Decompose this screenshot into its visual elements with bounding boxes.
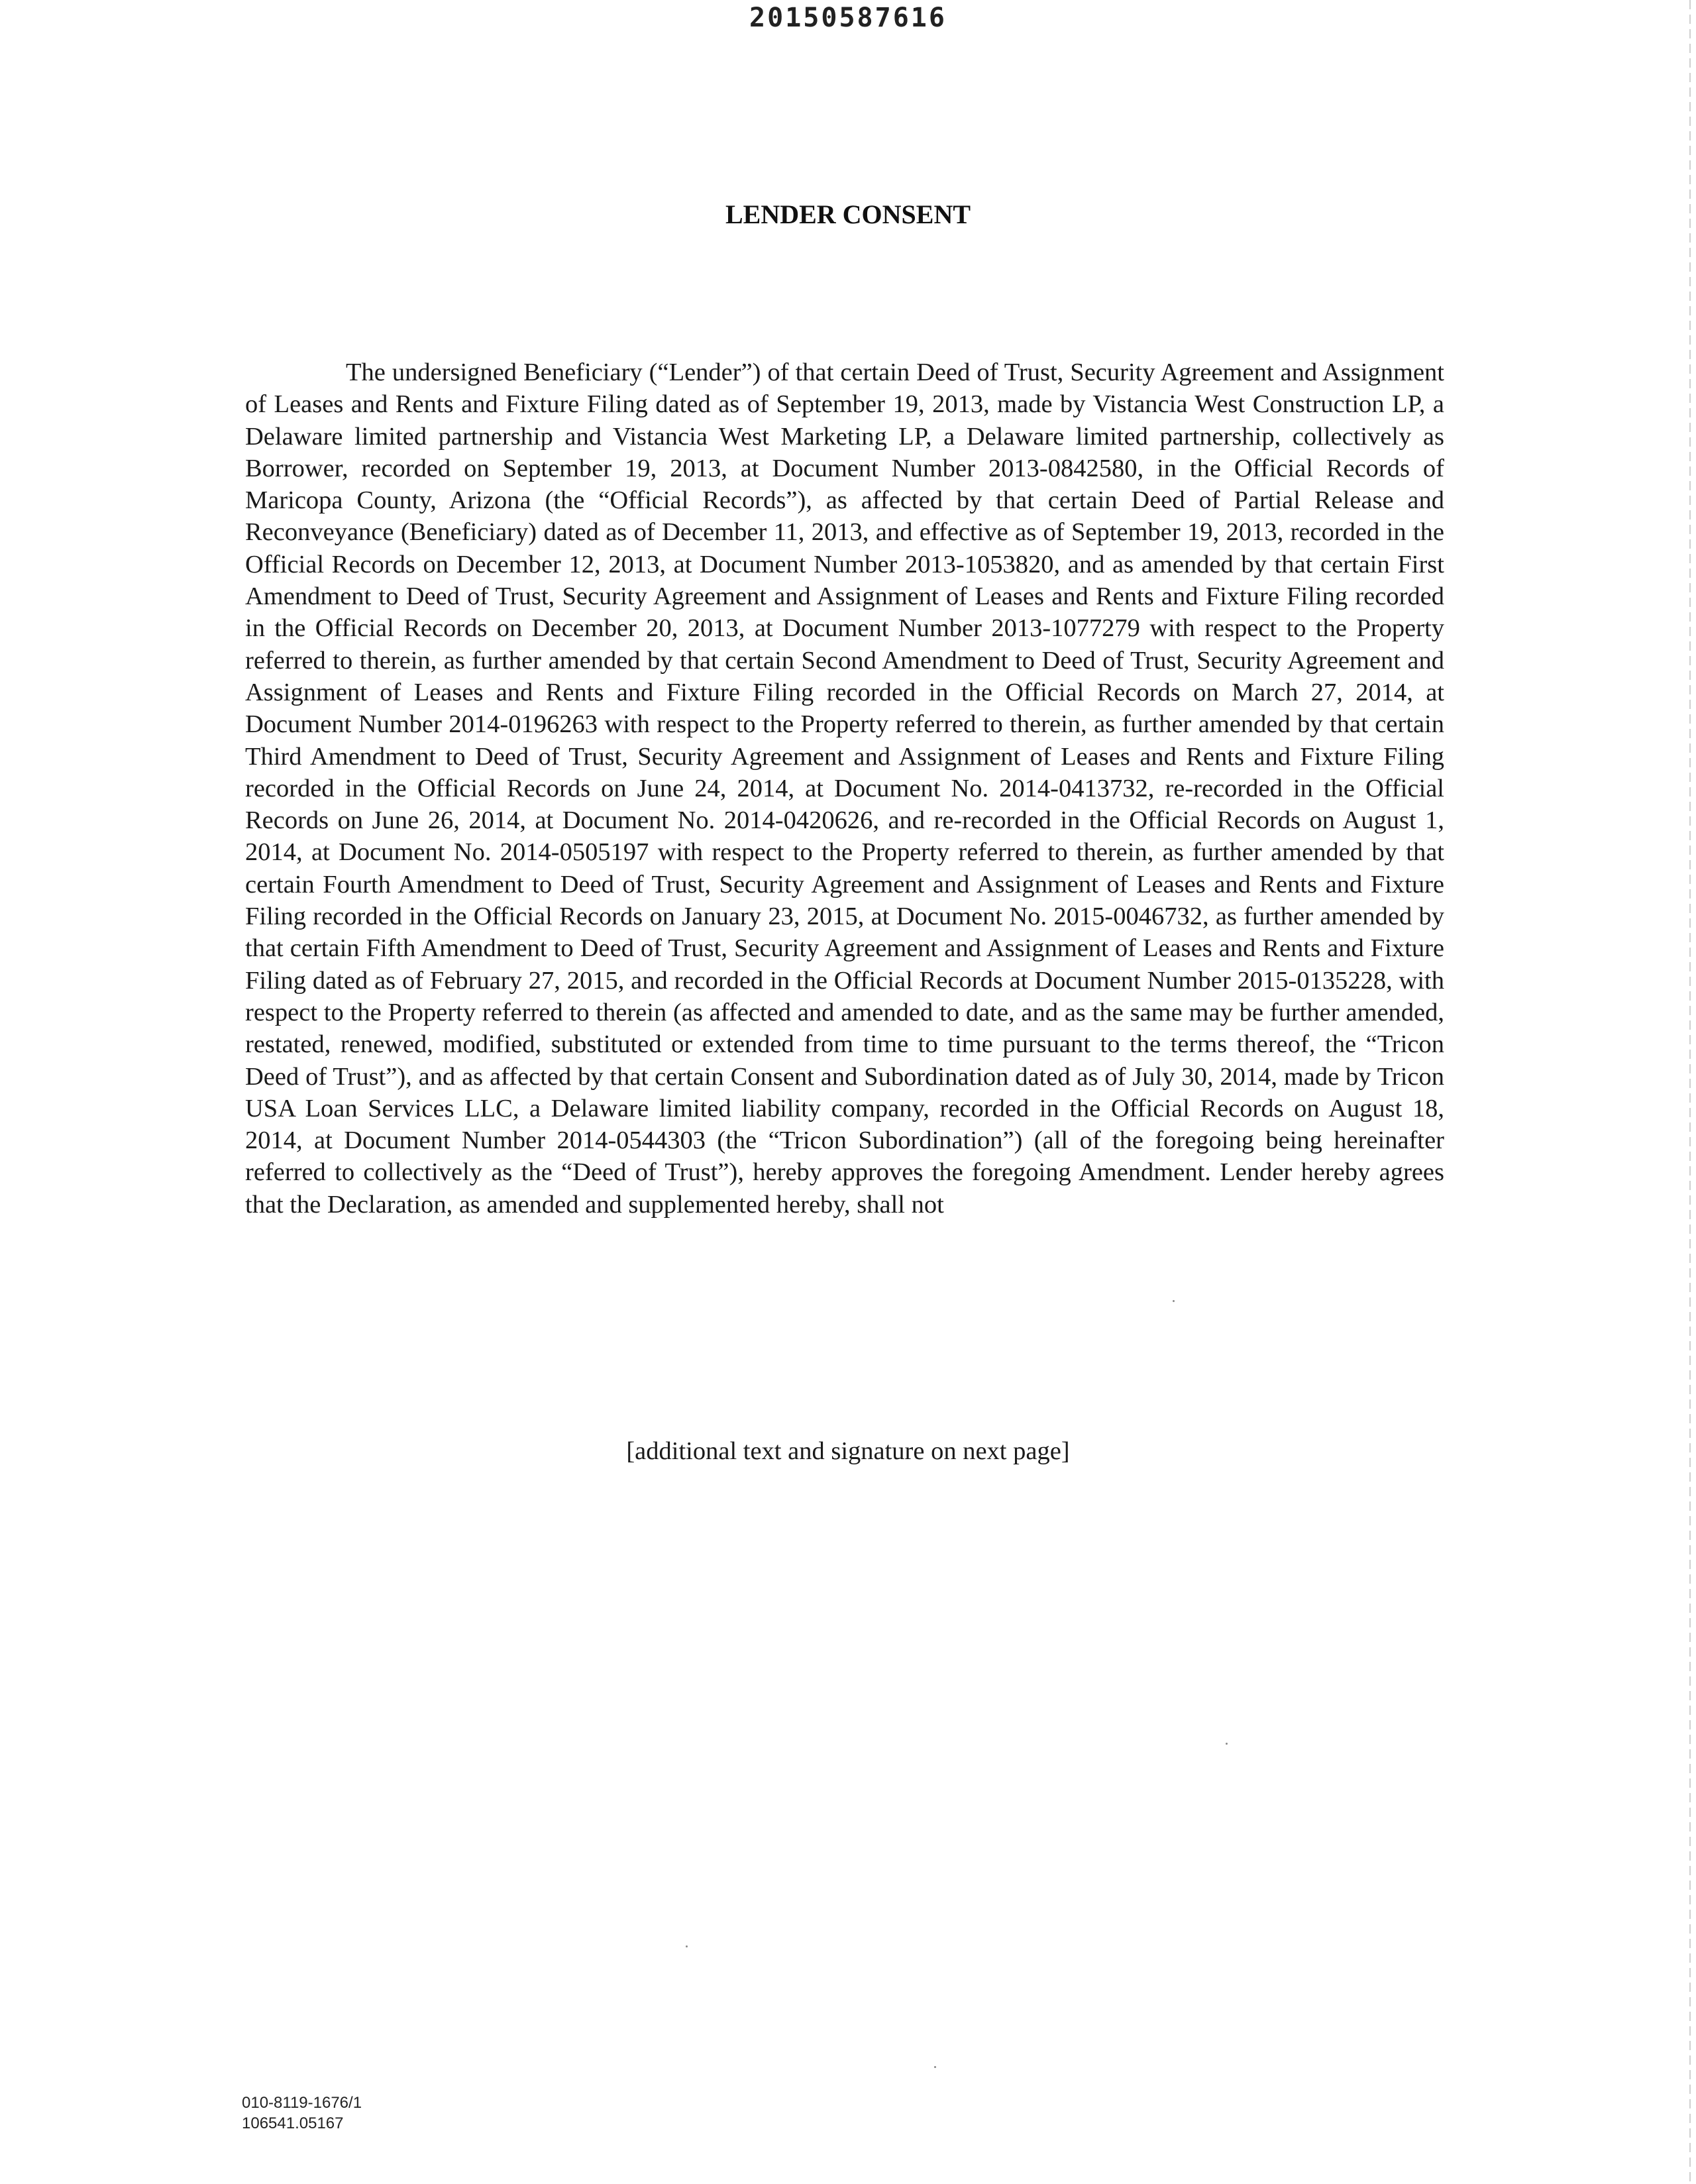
footer-document-codes bbox=[242, 2093, 362, 2134]
scan-edge-artifact bbox=[1689, 0, 1691, 2184]
footer-code-line-1: 010-8119-1676/1 bbox=[242, 2094, 362, 2112]
recording-number: 20150587616 bbox=[749, 3, 947, 33]
continuation-note: [additional text and signature on next page] bbox=[626, 1437, 1070, 1465]
scan-speck bbox=[934, 2066, 936, 2068]
scan-speck bbox=[686, 1945, 688, 1947]
page-title: LENDER CONSENT bbox=[725, 199, 971, 229]
scan-speck bbox=[1226, 1743, 1228, 1745]
consent-paragraph: The undersigned Beneficiary (“Lender”) of that certain Deed of Trust, Security Agreement and Assignment of Leases and Rents and Fixture Filing dated as of September 19, 2013, made by Vistancia West Construction LP, a Delaware limited partnership and Vistancia West Marketing LP, a Delaware limited partnership, collectively as Borrower, recorded on September 19, 2013, at Document Number 2013-0842580, in the Official Records of Maricopa County, Arizona (the “Official Records”), as affected by that certain Deed of Partial Release and Reconveyance (Beneficiary) dated as of December 11, 2013, and effective as of September 19, 2013, recorded in the Official Records on December 12, 2013, at Document Number 2013-1053820, and as amended by that certain First Amendment to Deed of Trust, Security Agreement and Assignment of Leases and Rents and Fixture Filing recorded in the Official Records on December 20, 2013, at Document Number 2013-1077279 with respect to the Property referred to therein, as further amended by that certain Second Amendment to Deed of Trust, Security Agreement and Assignment of Leases and Rents and Fixture Filing recorded in the Official Records on March 27, 2014, at Document Number 2014-0196263 with respect to the Property referred to therein, as further amended by that certain Third Amendment to Deed of Trust, Security Agreement and Assignment of Leases and Rents and Fixture Filing recorded in the Official Records on June 24, 2014, at Document No. 2014-0413732, re-recorded in the Official Records on June 26, 2014, at Document No. 2014-0420626, and re-recorded in the Official Records on August 1, 2014, at Document No. 2014-0505197 with respect to the Property referred to therein, as further amended by that certain Fourth Amendment to Deed of Trust, Security Agreement and Assignment of Leases and Rents and Fixture Filing recorded in the Official Records on January 23, 2015, at Document No. 2015-0046732, as further amended by that certain Fifth Amendment to Deed of Trust, Security Agreement and Assignment of Leases and Rents and Fixture Filing dated as of February 27, 2015, and recorded in the Official Records at Document Number 2015-0135228, with respect to the Property referred to therein (as affected and amended to date, and as the same may be further amended, restated, renewed, modified, substituted or extended from time to time pursuant to the terms thereof, the “Tricon Deed of Trust”), and as affected by that certain Consent and Subordination dated as of July 30, 2014, made by Tricon USA Loan Services LLC, a Delaware limited liability company, recorded in the Official Records on August 18, 2014, at Document Number 2014-0544303 (the “Tricon Subordination”) (all of the foregoing being hereinafter referred to collectively as the “Deed of Trust”), hereby approves the foregoing Amendment. Lender hereby agrees that the Declaration, as amended and supplemented hereby, shall not bbox=[245, 358, 1444, 1219]
footer-code-line-2: 106541.05167 bbox=[242, 2114, 344, 2132]
scan-speck bbox=[1173, 1300, 1175, 1302]
